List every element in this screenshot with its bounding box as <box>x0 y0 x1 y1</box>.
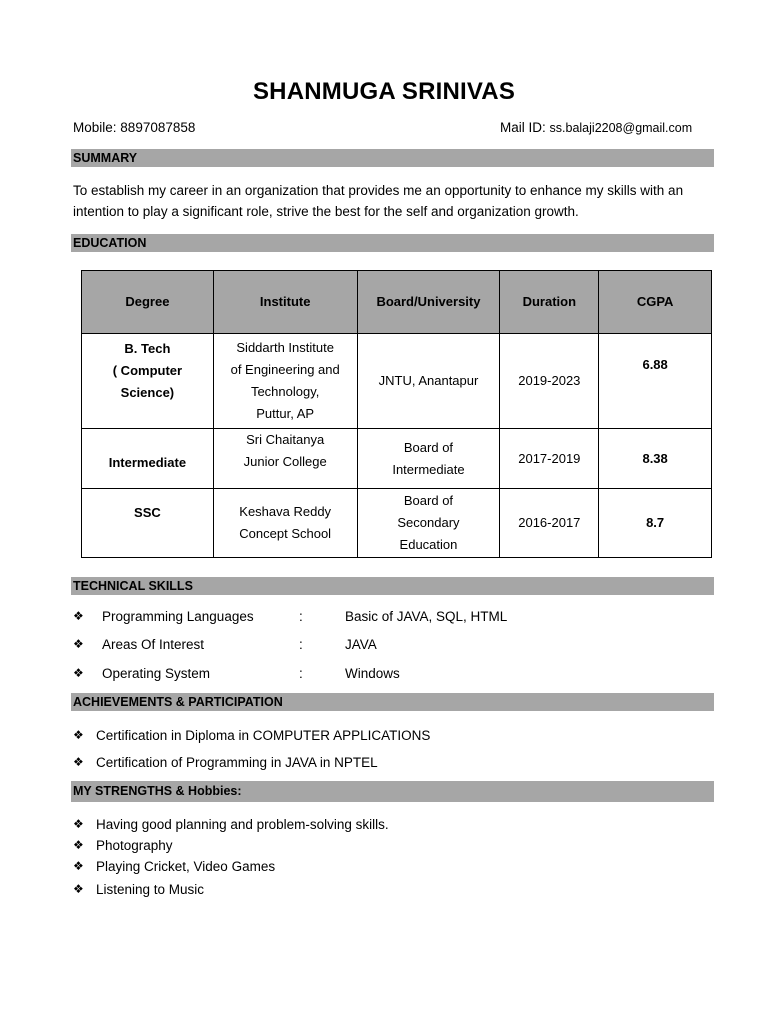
table-header-row <box>82 271 712 334</box>
degree-cell: B. Tech ( Computer Science) <box>82 334 214 429</box>
technical-skills-list: ❖ Programming Languages : Basic of JAVA, SQL, HTML ❖ Areas Of Interest : JAVA ❖ Operating System : Windows <box>73 609 508 681</box>
education-table <box>81 270 712 558</box>
table-row <box>82 429 712 489</box>
header-duration: Duration <box>500 271 599 334</box>
candidate-name: SHANMUGA SRINIVAS <box>252 78 516 105</box>
summary-line-2: intention to play a significant role, strive the best for the self and organization growth. <box>73 204 579 219</box>
email-address: ss.balaji2208@gmail.com <box>549 121 693 135</box>
header-institute: Institute <box>213 271 357 334</box>
board-cell: Board of Secondary Education <box>357 489 500 558</box>
cgpa-cell: 6.88 <box>599 334 712 429</box>
board-cell: JNTU, Anantapur <box>357 334 500 429</box>
diamond-bullet-icon: ❖ <box>73 859 84 873</box>
technical-skills-heading: TECHNICAL SKILLS <box>71 577 714 595</box>
education-heading: EDUCATION <box>71 234 714 252</box>
table-row <box>82 489 712 558</box>
diamond-bullet-icon: ❖ <box>73 728 84 742</box>
summary-heading: SUMMARY <box>71 149 714 167</box>
institute-cell: Sri Chaitanya Junior College <box>213 429 357 489</box>
degree-cell: SSC <box>82 489 214 558</box>
mail-label: Mail ID: <box>500 120 546 135</box>
summary-line-1: To establish my career in an organization that provides me an opportunity to enhance my skills with an <box>73 183 684 198</box>
cgpa-cell: 8.7 <box>599 489 712 558</box>
diamond-bullet-icon: ❖ <box>73 817 84 831</box>
board-cell: Board of Intermediate <box>357 429 500 489</box>
header-cgpa: CGPA <box>599 271 712 334</box>
institute-cell: Keshava Reddy Concept School <box>213 489 357 558</box>
achievements-list: ❖ Certification in Diploma in COMPUTER APPLICATIONS ❖ Certification of Programming in JAVA in NPTEL <box>73 728 431 770</box>
header-degree: Degree <box>82 271 214 334</box>
diamond-bullet-icon: ❖ <box>73 637 84 651</box>
cgpa-cell: 8.38 <box>599 429 712 489</box>
duration-cell: 2016-2017 <box>500 489 599 558</box>
duration-cell: 2017-2019 <box>500 429 599 489</box>
mail-contact <box>500 120 692 135</box>
header-board: Board/University <box>357 271 500 334</box>
strengths-list: ❖ Having good planning and problem-solving skills. ❖ Photography ❖ Playing Cricket, Video Games ❖ Listening to Music <box>73 817 389 897</box>
summary-text <box>73 180 718 222</box>
diamond-bullet-icon: ❖ <box>73 838 84 852</box>
table-row <box>82 334 712 429</box>
diamond-bullet-icon: ❖ <box>73 755 84 769</box>
diamond-bullet-icon: ❖ <box>73 609 84 623</box>
diamond-bullet-icon: ❖ <box>73 666 84 680</box>
strengths-heading: MY STRENGTHS & Hobbies: <box>71 781 714 802</box>
degree-cell: Intermediate <box>82 429 214 489</box>
institute-cell: Siddarth Institute of Engineering and Technology, Puttur, AP <box>213 334 357 429</box>
duration-cell: 2019-2023 <box>500 334 599 429</box>
mobile-label: Mobile: <box>73 120 117 135</box>
achievements-heading: ACHIEVEMENTS & PARTICIPATION <box>71 693 714 711</box>
mobile-contact <box>73 120 195 135</box>
diamond-bullet-icon: ❖ <box>73 882 84 896</box>
mobile-number: 8897087858 <box>120 120 196 135</box>
